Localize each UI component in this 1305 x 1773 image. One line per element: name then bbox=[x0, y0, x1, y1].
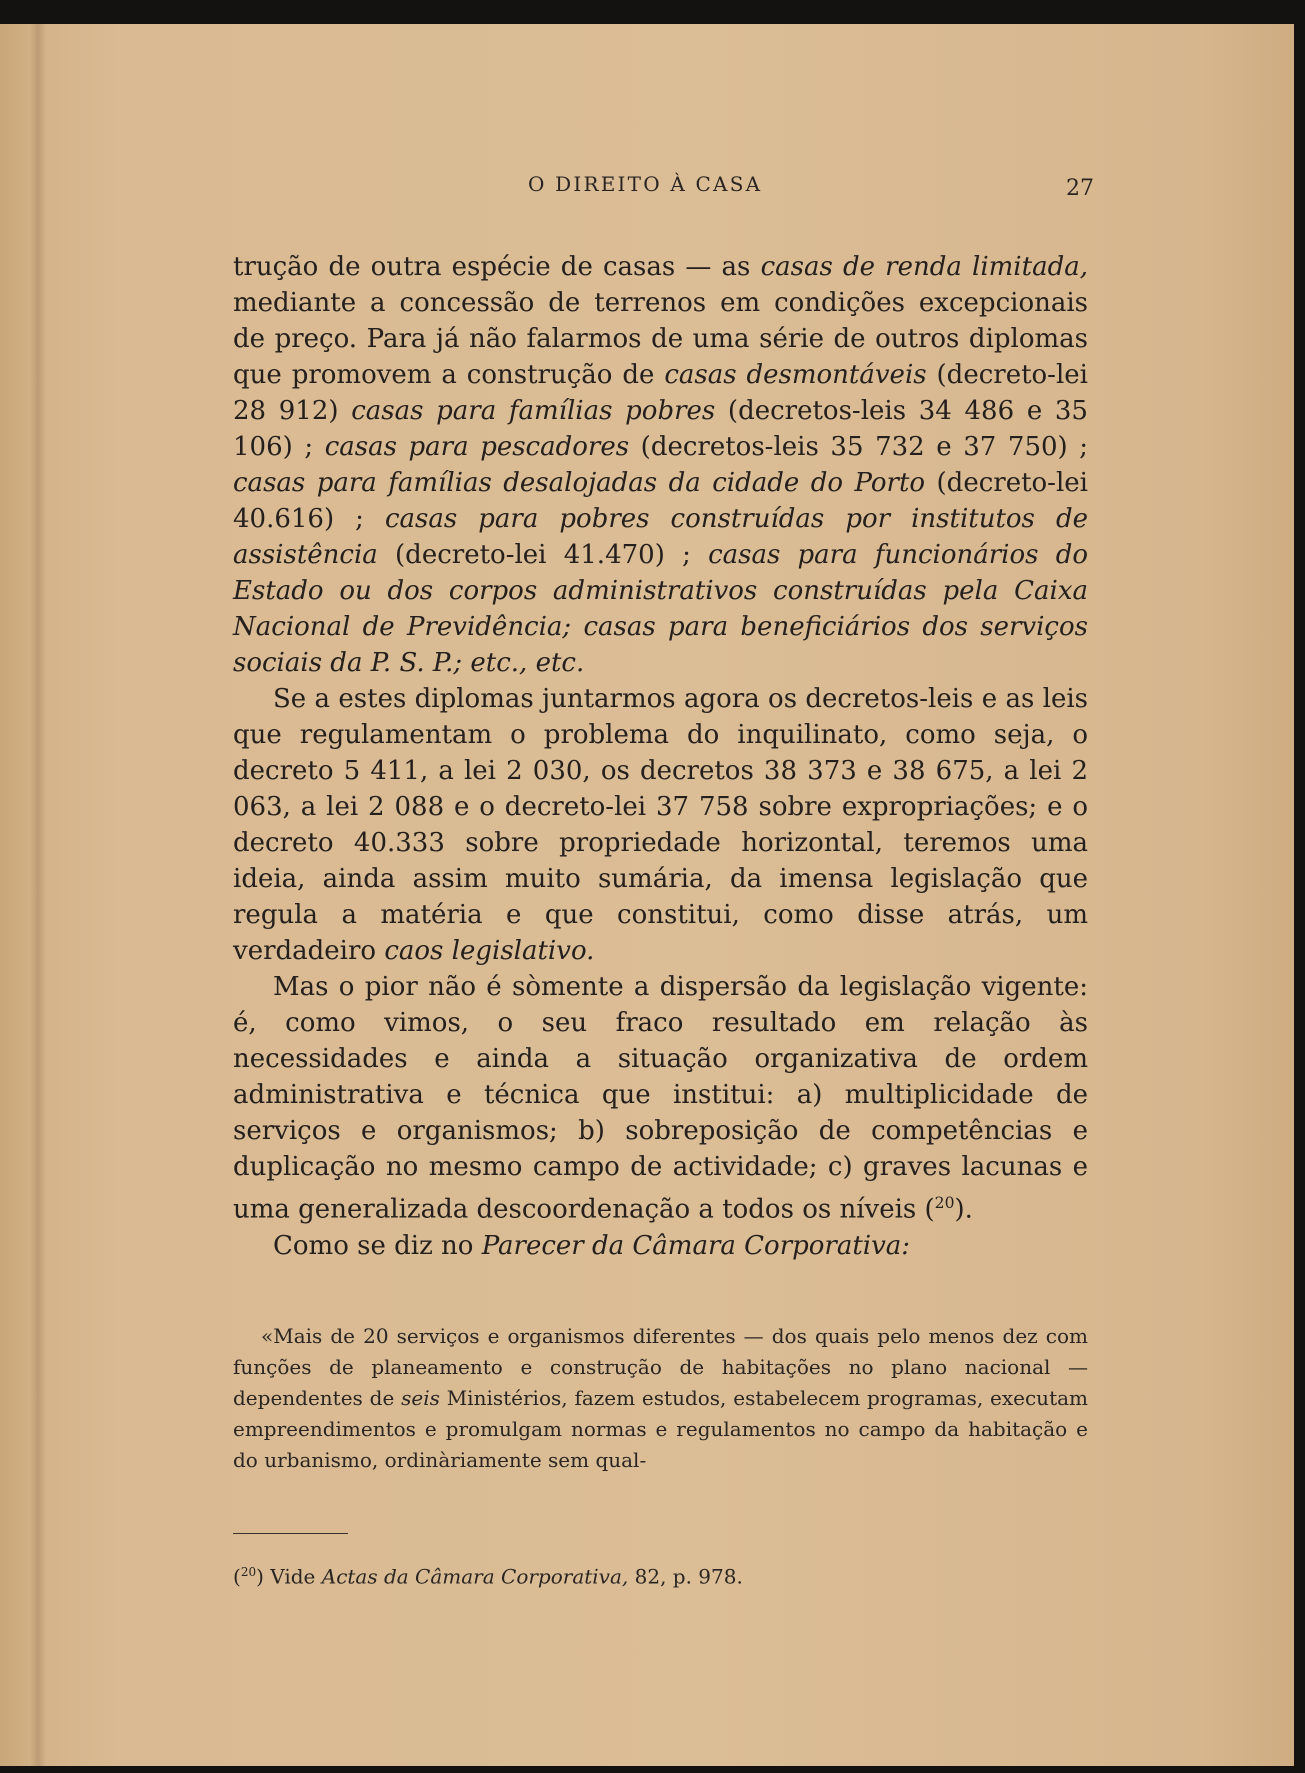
paragraph-1-text: (decretos-leis 35 732 e 37 750) ; bbox=[629, 432, 1089, 462]
block-quote bbox=[233, 1321, 1088, 1476]
paragraph-1-italic: casas desmontáveis bbox=[664, 360, 927, 390]
footnote-italic: Actas da Câmara Corporativa, bbox=[321, 1564, 629, 1589]
paragraph-1 bbox=[233, 249, 1088, 681]
paragraph-1-text: (decreto-lei 28 912) bbox=[233, 360, 1088, 426]
footnote bbox=[233, 1557, 1088, 1592]
paragraph-1-text: trução de outra espécie de casas — as bbox=[233, 252, 761, 282]
book-page bbox=[0, 24, 1294, 1766]
footnote-text: 82, p. 978. bbox=[628, 1564, 743, 1589]
paragraph-3-text: Mas o pior não é sòmente a dispersão da legislação vigente: é, como vimos, o seu fraco resultado em relação às necessidades e ainda a situação organizativa de ordem administrativa e técnica que institui: a) multiplicidade de serviços e organismos; b) sobreposição de competências e duplicação no mesmo campo de actividade; c) graves lacunas e uma generalizada descoordenação a todos os níveis ( bbox=[233, 972, 1088, 1225]
paragraph-3-text: ). bbox=[954, 1194, 973, 1225]
main-text bbox=[233, 249, 1088, 1264]
paragraph-2 bbox=[233, 681, 1088, 969]
paragraph-3 bbox=[233, 969, 1088, 1228]
footnote-mark-number: 20 bbox=[240, 1565, 257, 1579]
paragraph-2-text: Se a estes diplomas juntarmos agora os decretos-leis e as leis que regulamentam o problema do inquilinato, como seja, o decreto 5 411, a lei 2 030, os decretos 38 373 e 38 675, a lei 2 063, a lei 2 088 e o decreto-lei 37 758 sobre expropriações; e o decreto 40.333 sobre propriedade horizontal, teremos uma ideia, ainda assim muito sumária, da imensa legislação que regula a matéria e que constitui, como disse atrás, um verdadeiro bbox=[233, 684, 1088, 966]
paragraph-1-italic: casas de renda limitada, bbox=[760, 252, 1088, 282]
quote-paragraph bbox=[233, 1321, 1088, 1476]
footnote-mark: ) bbox=[256, 1564, 264, 1589]
paragraph-1-italic: casas para famílias pobres bbox=[351, 396, 716, 426]
paragraph-1-text: (decreto-lei 41.470) ; bbox=[377, 540, 709, 570]
paragraph-1-italic: casas para pobres construídas por institutos de assistência bbox=[233, 504, 1088, 570]
page-spine-shadow bbox=[30, 24, 46, 1766]
paragraph-4-italic: Parecer da Câmara Corporativa: bbox=[481, 1230, 911, 1261]
paragraph-1-text: (decretos-leis 34 486 e 35 106) ; bbox=[233, 396, 1088, 462]
quote-text: Ministérios, fazem estudos, estabelecem programas, executam empreendimentos e promulgam normas e regulamentos no campo da habitação e do urbanismo, ordinàriamente sem qual- bbox=[233, 1386, 1088, 1472]
paragraph-4-text: Como se diz no bbox=[273, 1230, 482, 1261]
paragraph-1-italic: casas para pescadores bbox=[324, 432, 630, 462]
footnote-divider bbox=[233, 1533, 348, 1534]
paragraph-1-italic: casas para funcionários do Estado ou dos corpos administrativos construídas pela Caixa Nacional de Previdência; casas para beneficiários dos serviços sociais da P. S. P.; etc., etc. bbox=[233, 540, 1088, 678]
footnote-mark: ( bbox=[233, 1564, 241, 1589]
quote-italic: seis bbox=[401, 1386, 440, 1410]
page-header bbox=[0, 172, 1294, 202]
footnote-text: Vide bbox=[263, 1564, 322, 1589]
paragraph-4 bbox=[233, 1228, 1088, 1264]
running-title: O DIREITO À CASA bbox=[528, 172, 763, 196]
footnote-reference: 20 bbox=[934, 1194, 955, 1212]
paragraph-1-italic: casas para famílias desalojadas da cidade do Porto bbox=[233, 468, 926, 498]
paragraph-1-text: (decreto-lei 40.616) ; bbox=[233, 468, 1088, 534]
quote-text: «Mais de 20 serviços e organismos diferentes — dos quais pelo menos dez com funções de planeamento e construção de habitações no plano nacional — dependentes de bbox=[233, 1324, 1088, 1410]
paragraph-1-text: mediante a concessão de terrenos em condições excepcionais de preço. Para já não falarmos de uma série de outros diplomas que promovem a construção de bbox=[233, 288, 1088, 390]
page-number: 27 bbox=[1066, 176, 1094, 201]
paragraph-2-italic: caos legislativo. bbox=[384, 936, 595, 966]
